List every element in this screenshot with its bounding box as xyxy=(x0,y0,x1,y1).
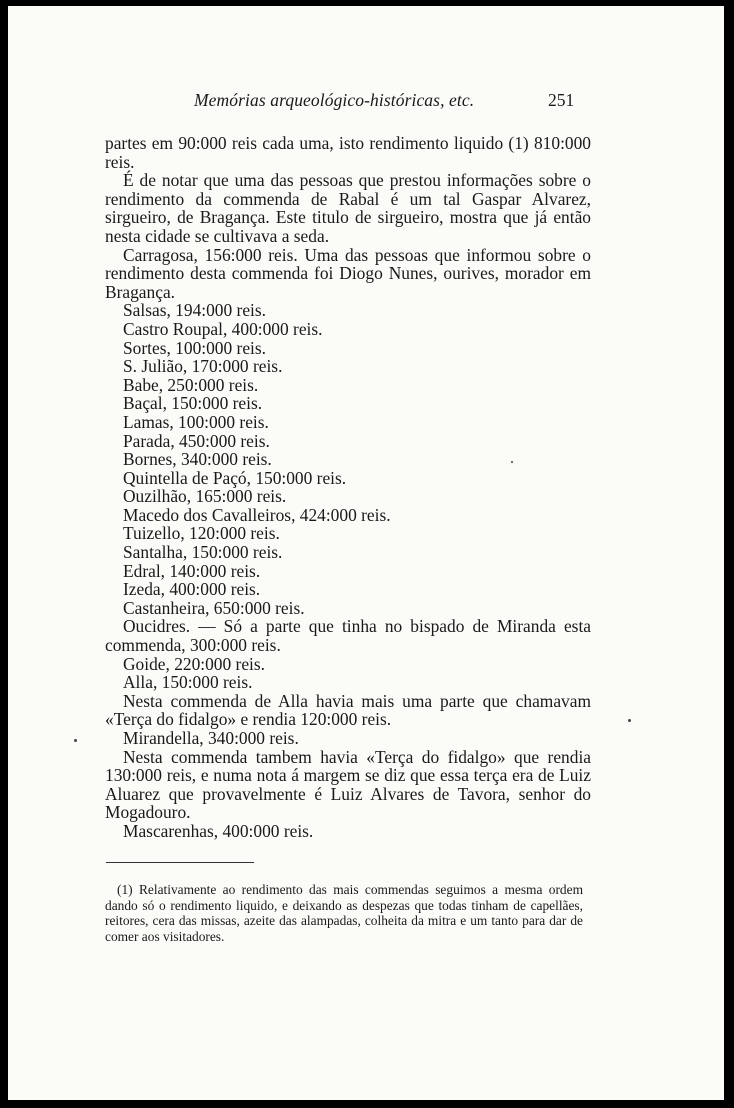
list-item: Castro Roupal, 400:000 reis. xyxy=(123,318,323,339)
list-item: Quintella de Paçó, 150:000 reis. xyxy=(123,467,347,488)
paragraph-6: Mirandella, 340:000 reis. xyxy=(123,728,299,748)
running-header xyxy=(194,90,584,111)
paragraph-7: Nesta commenda tambem havia «Terça do fidalgo» que rendia 130:000 reis, e numa nota á margem se diz que essa terça era de Luiz Aluarez que provavelmente é Luiz Alvares de Tavora, senhor do Mogadouro. xyxy=(105,746,591,823)
paragraph-4: Oucidres. — Só a parte que tinha no bispado de Miranda esta commenda, 300:000 reis. xyxy=(105,616,591,656)
paragraph-8: Mascarenhas, 400:000 reis. xyxy=(123,820,314,841)
list-item: Izeda, 400:000 reis. xyxy=(123,579,261,600)
ink-speck xyxy=(511,461,513,463)
paragraph-3: Carragosa, 156:000 reis. Uma das pessoas que informou sobre o rendimento desta commenda foi Diogo Nunes, ourives, morador em Bragança. xyxy=(105,244,591,302)
page-number: 251 xyxy=(548,90,575,110)
paragraph-5: Nesta commenda de Alla havia mais uma parte que chamavam «Terça do fidalgo» e rendia 120:000 reis. xyxy=(105,690,591,730)
list-item: Goide, 220:000 reis. xyxy=(123,653,266,674)
list-item: Edral, 140:000 reis. xyxy=(123,560,261,581)
list-item: S. Julião, 170:000 reis. xyxy=(123,356,283,377)
footnote-text: (1) Relativamente ao rendimento das mais commendas seguimos a mesma ordem dando só o rendimento liquido, e deixando as despezas que todas tinham de capellães, reitores, cera das missas, azeite das alampadas, colheita da mitra e um tanto para dar de comer aos visitadores. xyxy=(105,882,583,944)
list-item: Sortes, 100:000 reis. xyxy=(123,337,266,358)
ink-speck xyxy=(74,739,77,742)
list-item: Macedo dos Cavalleiros, 424:000 reis. xyxy=(123,504,391,525)
ink-speck xyxy=(628,719,631,722)
book-page xyxy=(8,6,724,1100)
list-item: Tuizello, 120:000 reis. xyxy=(123,523,280,544)
list-item: Babe, 250:000 reis. xyxy=(123,374,259,395)
paragraph-1: partes em 90:000 reis cada uma, isto rendimento liquido (1) 810:000 reis. xyxy=(105,133,591,172)
list-item: Ouzilhão, 165:000 reis. xyxy=(123,486,287,507)
list-item: Castanheira, 650:000 reis. xyxy=(123,597,305,618)
list-item: Baçal, 150:000 reis. xyxy=(123,393,263,414)
list-item: Lamas, 100:000 reis. xyxy=(123,411,269,432)
list-item: Parada, 450:000 reis. xyxy=(123,430,270,451)
body-text xyxy=(105,134,591,841)
list-item: Salsas, 194:000 reis. xyxy=(123,300,266,321)
list-item: Alla, 150:000 reis. xyxy=(123,672,253,693)
commenda-list-2 xyxy=(105,655,591,692)
commenda-list-1 xyxy=(105,301,591,617)
list-item: Bornes, 340:000 reis. xyxy=(123,449,272,470)
paragraph-2: É de notar que uma das pessoas que prestou informações sobre o rendimento da commenda de Rabal é um tal Gaspar Alvarez, sirgueiro, de Bragança. Este titulo de sirgueiro, mostra que já então nesta cidade se cultivava a seda. xyxy=(105,170,591,246)
list-item: Santalha, 150:000 reis. xyxy=(123,542,283,563)
running-title: Memórias arqueológico-históricas, etc. xyxy=(194,90,475,110)
footnote-rule xyxy=(106,862,254,863)
footnote xyxy=(105,882,583,944)
